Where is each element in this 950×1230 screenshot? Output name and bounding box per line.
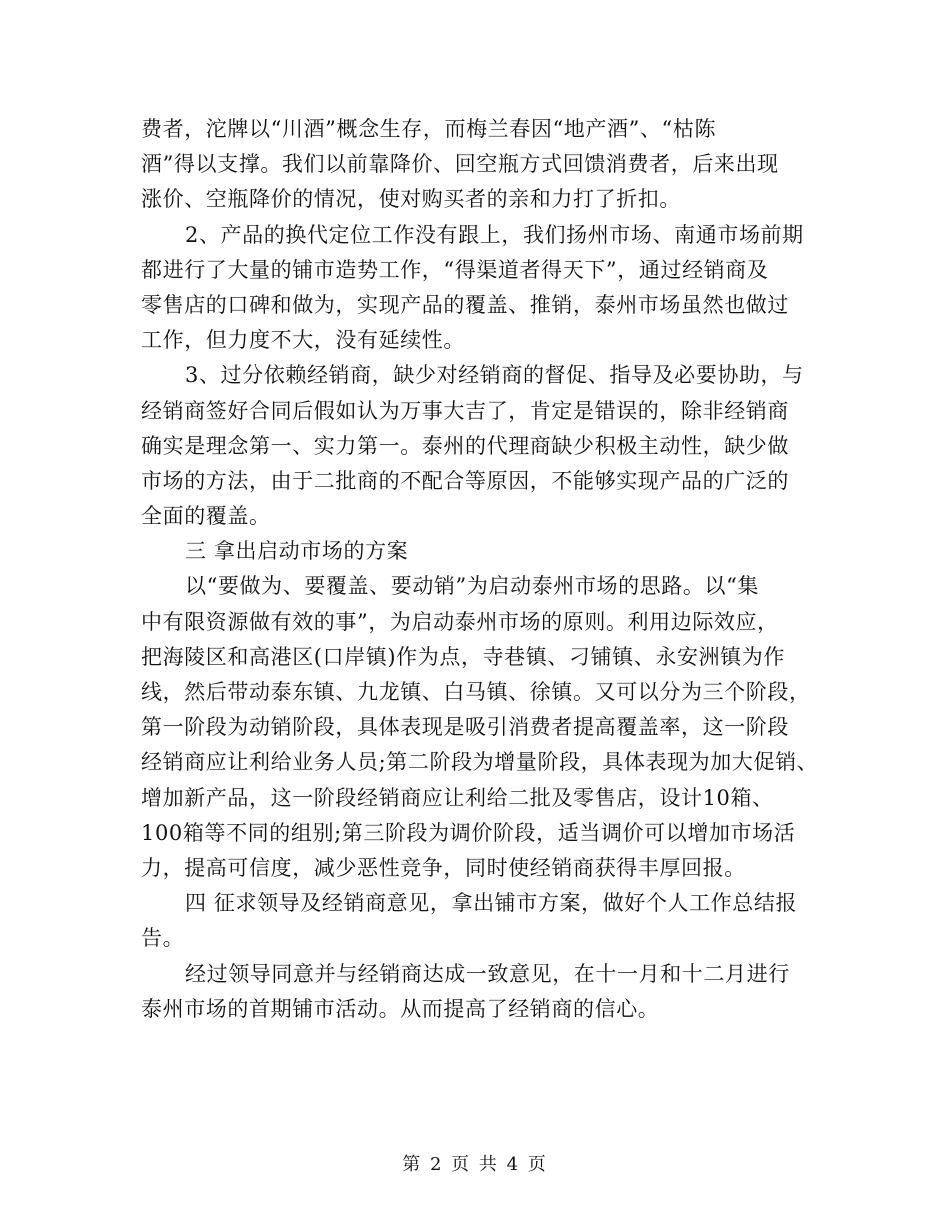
text-line: 工作，但力度不大，没有延续性。: [141, 328, 465, 353]
text-line: 费者，沱牌以“川酒”概念生存，而梅兰春因“地产酒”、“枯陈: [141, 117, 717, 141]
text-line: 力，提高可信度，减少恶性竞争，同时使经销商获得丰厚回报。: [141, 855, 746, 880]
document-body: [141, 112, 831, 1027]
text-line: 市场的方法，由于二批商的不配合等原因，不能够实现产品的广泛的: [141, 468, 789, 493]
text-line: 经销商应让利给业务人员;第二阶段为增量阶段，具体表现为加大促销、: [141, 750, 819, 775]
text-line: 中有限资源做有效的事”，为启动泰州市场的原则。利用边际效应，: [141, 609, 779, 634]
text-line: 四 征求领导及经销商意见，拿出铺市方案，做好个人工作总结报: [185, 891, 798, 916]
text-line: 增加新产品，这一阶段经销商应让利给二批及零售店，设计10箱、: [141, 785, 774, 810]
text-line: 告。: [141, 926, 185, 951]
text-line: 都进行了大量的铺市造势工作，“得渠道者得天下”，通过经销商及: [141, 257, 769, 282]
text-line: 2、产品的换代定位工作没有跟上，我们扬州市场、南通市场前期: [185, 222, 804, 247]
text-line: 零售店的口碑和做为，实现产品的覆盖、推销，泰州市场虽然也做过: [141, 292, 789, 317]
text-line: 100箱等不同的组别;第三阶段为调价阶段，适当调价可以增加市场活: [141, 820, 796, 845]
text-line: 确实是理念第一、实力第一。泰州的代理商缺少积极主动性，缺少做: [141, 433, 789, 458]
text-line: 涨价、空瓶降价的情况，使对购买者的亲和力打了折扣。: [141, 187, 681, 212]
text-line: 三 拿出启动市场的方案: [185, 539, 409, 564]
text-line: 全面的覆盖。: [141, 504, 271, 529]
text-line: 经销商签好合同后假如认为万事大吉了，肯定是错误的，除非经销商: [141, 398, 789, 423]
text-line: 经过领导同意并与经销商达成一致意见，在十一月和十二月进行: [185, 961, 790, 986]
text-line: 泰州市场的首期铺市活动。从而提高了经销商的信心。: [141, 996, 660, 1021]
text-line: 3、过分依赖经销商，缺少对经销商的督促、指导及必要协助，与: [185, 363, 804, 388]
page-number-footer: 第 2 页 共 4 页: [402, 1154, 548, 1175]
text-line: 第一阶段为动销阶段，具体表现是吸引消费者提高覆盖率，这一阶段: [141, 715, 789, 740]
text-line: 线，然后带动泰东镇、九龙镇、白马镇、徐镇。又可以分为三个阶段，: [141, 680, 811, 704]
text-line: 把海陵区和高港区(口岸镇)作为点，寺巷镇、刁铺镇、永安洲镇为作: [141, 644, 785, 669]
text-line: 以“要做为、要覆盖、要动销”为启动泰州市场的思路。以“集: [185, 574, 760, 599]
text-line: 酒”得以支撑。我们以前靠降价、回空瓶方式回馈消费者，后来出现: [141, 152, 779, 177]
